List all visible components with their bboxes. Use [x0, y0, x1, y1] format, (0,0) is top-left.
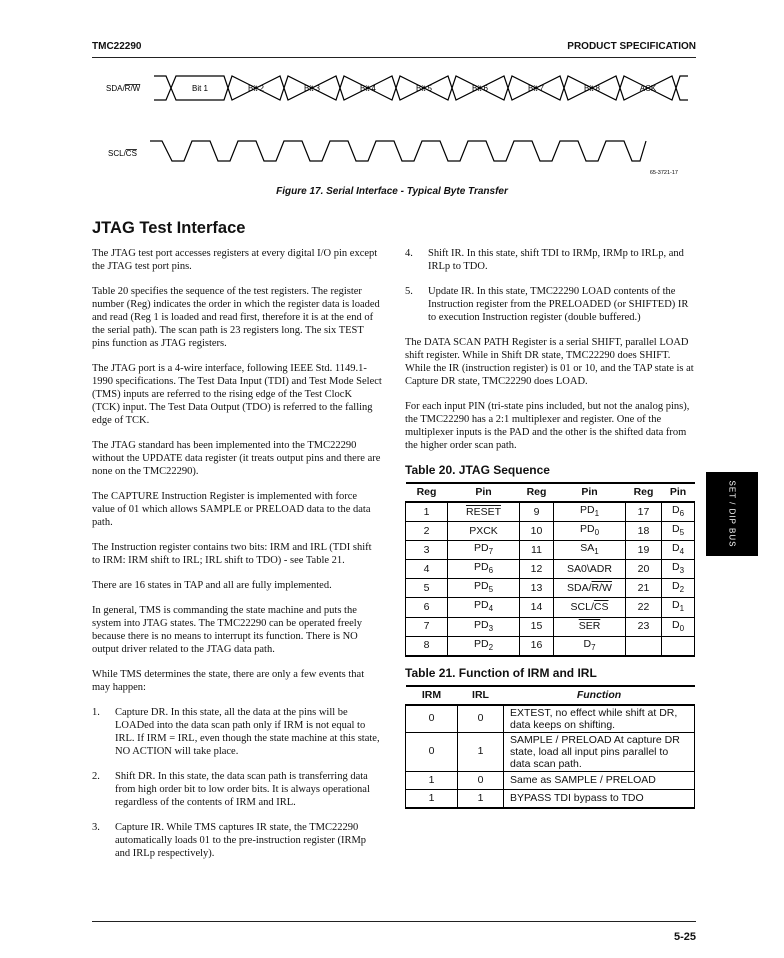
list-item: [92, 770, 382, 809]
list-number: 2.: [92, 771, 100, 782]
table-cell: 18: [626, 522, 662, 541]
table-cell: BYPASS TDI bypass to TDO: [504, 789, 695, 808]
scl-waveform: [150, 141, 646, 161]
table-cell: 13: [520, 579, 554, 598]
table-cell: 1: [406, 789, 458, 808]
table-row: [406, 502, 695, 522]
list-text: Capture DR. In this state, all the data at the pins will be LOADed into the data scan path only if IRM is not equal to IRL. If IRM = IRL, even though the state machine at this state, NO ACTION will take place.: [115, 707, 380, 757]
list-text: Update IR. In this state, TMC22290 LOAD contents of the Instruction register from the PRELOADED (or SHIFTED) IR to execution Instruction register (double buffered.): [428, 286, 689, 323]
table-cell: 11: [520, 541, 554, 560]
bit-label: Bit 1: [191, 84, 209, 93]
irm-irl-function-table: [405, 685, 695, 809]
table-cell: 1: [458, 789, 504, 808]
table-cell: EXTEST, no effect while shift at DR, data keeps on shifting.: [504, 705, 695, 733]
table-row: [406, 705, 695, 733]
table-cell: 4: [406, 560, 448, 579]
table-cell: 0: [458, 705, 504, 733]
footer-rule: [92, 921, 696, 922]
table-cell: 16: [520, 636, 554, 656]
header-doc-type: PRODUCT SPECIFICATION: [567, 41, 696, 52]
right-column: [405, 247, 697, 809]
header-part-number: TMC22290: [92, 41, 142, 52]
table-cell: $PD_1$: [554, 502, 626, 522]
table-cell: $PD_7$: [448, 541, 520, 560]
table-row: [406, 598, 695, 617]
scl-label: SCL/CS: [108, 149, 137, 158]
table-cell: SA0\ADR: [554, 560, 626, 579]
figure-caption: Figure 17. Serial Interface - Typical Byte Transfer: [276, 186, 508, 197]
table-row: [406, 636, 695, 656]
list-text: Shift IR. In this state, shift TDI to IRMp, IRMp to IRLp, and IRLp to TDO.: [428, 248, 684, 272]
table-cell: SCL/$\overline{CS}$: [554, 598, 626, 617]
table-cell: $D_3$: [662, 560, 695, 579]
paragraph: In general, TMS is commanding the state machine and puts the system into JTAG states. The TMC22290 can be operated freely because there is no means to interrupt its function. There is NO output driver related to the JTAG data path.: [92, 605, 362, 655]
paragraph: Table 20 specifies the sequence of the test registers. The register number (Reg) indicates the order in which the register data is loaded and read (Reg 1 is loaded and read first, therefore it is at the end of the serial path). The scan path is 23 registers long. The six TEST pins function as JTAG registers.: [92, 286, 380, 349]
table-cell: $D_2$: [662, 579, 695, 598]
table-cell: $D_4$: [662, 541, 695, 560]
table-cell: 15: [520, 617, 554, 636]
list-number: 1.: [92, 707, 100, 718]
table-cell: 22: [626, 598, 662, 617]
table-header: IRM: [406, 686, 458, 705]
table-row: [406, 771, 695, 789]
paragraph: The CAPTURE Instruction Register is implemented with force value of 01 which allows SAMPLE or PRELOAD data to the data path.: [92, 491, 371, 528]
list-text: Shift DR. In this state, the data scan path is transferring data from high order bit to low order bits. It is always operational regardless of the contents of IRM and IRL.: [115, 771, 370, 808]
bit-label: Bit 2: [247, 84, 265, 93]
table-header: Reg: [520, 483, 554, 502]
table20-title: Table 20. JTAG Sequence: [405, 463, 550, 477]
table-cell: 7: [406, 617, 448, 636]
table-cell: 12: [520, 560, 554, 579]
table-cell: $D_0$: [662, 617, 695, 636]
table-cell: PXCK: [448, 522, 520, 541]
table-row: [406, 579, 695, 598]
table-header: IRL: [458, 686, 504, 705]
bit-label: Bit 5: [415, 84, 433, 93]
table-cell: 17: [626, 502, 662, 522]
table-cell: RESET: [448, 502, 520, 522]
paragraph: The JTAG standard has been implemented into the TMC22290 without the UPDATE data register (it treats output pins and there are none on the TMC22290).: [92, 440, 381, 477]
table-cell: $D_7$: [554, 636, 626, 656]
table-header: Reg: [406, 483, 448, 502]
table-cell: $D_1$: [662, 598, 695, 617]
table-header: Function: [504, 686, 695, 705]
table-cell: $PD_4$: [448, 598, 520, 617]
jtag-sequence-table: [405, 482, 695, 657]
table-cell: 14: [520, 598, 554, 617]
list-item: [92, 706, 382, 758]
table-cell: 0: [458, 771, 504, 789]
table-header: Pin: [662, 483, 695, 502]
sda-label: SDA/R/W: [106, 84, 141, 93]
list-item: [405, 285, 697, 324]
table-cell: $PD_2$: [448, 636, 520, 656]
table-cell: 3: [406, 541, 448, 560]
table-cell: 21: [626, 579, 662, 598]
paragraph: There are 16 states in TAP and all are fully implemented.: [92, 580, 332, 591]
paragraph: The JTAG test port accesses registers at every digital I/O pin except the JTAG test port pins.: [92, 248, 378, 272]
page-number: 5-25: [673, 931, 696, 943]
table-row: [406, 732, 695, 771]
table-header: Reg: [626, 483, 662, 502]
side-tab-label: SET / DIP BUS: [727, 480, 737, 548]
table-cell: 19: [626, 541, 662, 560]
figure-ref: 65-3721-17: [649, 170, 678, 176]
paragraph: The Instruction register contains two bits: IRM and IRL (TDI shift to IRM: IRM shift to IRL; IRL shift to TDO) - see Table 21.: [92, 542, 372, 566]
table-cell: SDA/R/W: [554, 579, 626, 598]
table-row: [406, 560, 695, 579]
table-cell: 0: [406, 705, 458, 733]
section-title: JTAG Test Interface: [92, 219, 246, 237]
table-cell: $PD_0$: [554, 522, 626, 541]
table-cell: [626, 636, 662, 656]
table-row: [406, 541, 695, 560]
list-text: Capture IR. While TMS captures IR state, the TMC22290 automatically loads 01 to the pre-instruction register (IRMp and IRLp respectively).: [115, 822, 367, 859]
header-rule: [92, 57, 696, 58]
table-cell: SAMPLE / PRELOAD At capture DR state, load all input pins parallel to data scan path.: [504, 732, 695, 771]
table-cell: $PD_5$: [448, 579, 520, 598]
bit-label: ACK: [639, 84, 657, 93]
table-cell: $D_6$: [662, 502, 695, 522]
table-cell: $\overline{SER}$: [554, 617, 626, 636]
left-column: [92, 247, 382, 872]
bit-label: Bit 6: [471, 84, 489, 93]
table-cell: 9: [520, 502, 554, 522]
paragraph: While TMS determines the state, there are only a few events that may happen:: [92, 669, 365, 693]
list-number: 3.: [92, 822, 100, 833]
paragraph: For each input PIN (tri-state pins included, but not the analog pins), the TMC22290 has a 2:1 multiplexer and register. One of the multiplexer inputs is the PAD and the other is the shifted data from the higher order scan path.: [405, 401, 690, 451]
table-cell: 1: [406, 502, 448, 522]
bit-label: Bit 3: [303, 84, 321, 93]
table-cell: $PD_6$: [448, 560, 520, 579]
table-cell: 0: [406, 732, 458, 771]
table-row: [406, 522, 695, 541]
list-item: [92, 821, 382, 860]
table-cell: [662, 636, 695, 656]
table-cell: $PD_3$: [448, 617, 520, 636]
table-header: Pin: [554, 483, 626, 502]
table-cell: 6: [406, 598, 448, 617]
table-cell: 1: [406, 771, 458, 789]
list-number: 5.: [405, 286, 413, 297]
table-row: [406, 617, 695, 636]
table-cell: 8: [406, 636, 448, 656]
list-number: 4.: [405, 248, 413, 259]
table-cell: 5: [406, 579, 448, 598]
timing-diagram: [92, 66, 692, 181]
bit-label: Bit 4: [359, 84, 377, 93]
table-cell: 10: [520, 522, 554, 541]
paragraph: The DATA SCAN PATH Register is a serial SHIFT, parallel LOAD shift register. While in Shift DR state, TMC22290 does SHIFT. While the IR (instruction register) is 01 or 10, and the TAP state is at Capture DR state, TMC22290 does LOAD.: [405, 337, 694, 387]
table-cell: Same as SAMPLE / PRELOAD: [504, 771, 695, 789]
paragraph: The JTAG port is a 4-wire interface, following IEEE Std. 1149.1-1990 specifications. The Test Data Input (TDI) and Test Mode Select (TMS) inputs are referred to the rising edge of the Test ClocK (TCK) input. The Test Data Output (TDO) is referred to the falling edge of TCK.: [92, 363, 382, 426]
table-cell: 2: [406, 522, 448, 541]
table-cell: 23: [626, 617, 662, 636]
bit-label: Bit 8: [583, 84, 601, 93]
table-cell: $SA_1$: [554, 541, 626, 560]
table21-title: Table 21. Function of IRM and IRL: [405, 665, 597, 680]
table-header: Pin: [448, 483, 520, 502]
bit-label: Bit 7: [527, 84, 545, 93]
table-cell: $D_5$: [662, 522, 695, 541]
list-item: [405, 247, 697, 273]
table-row: [406, 789, 695, 808]
table-cell: 1: [458, 732, 504, 771]
section-side-tab: [706, 472, 758, 556]
table-cell: 20: [626, 560, 662, 579]
